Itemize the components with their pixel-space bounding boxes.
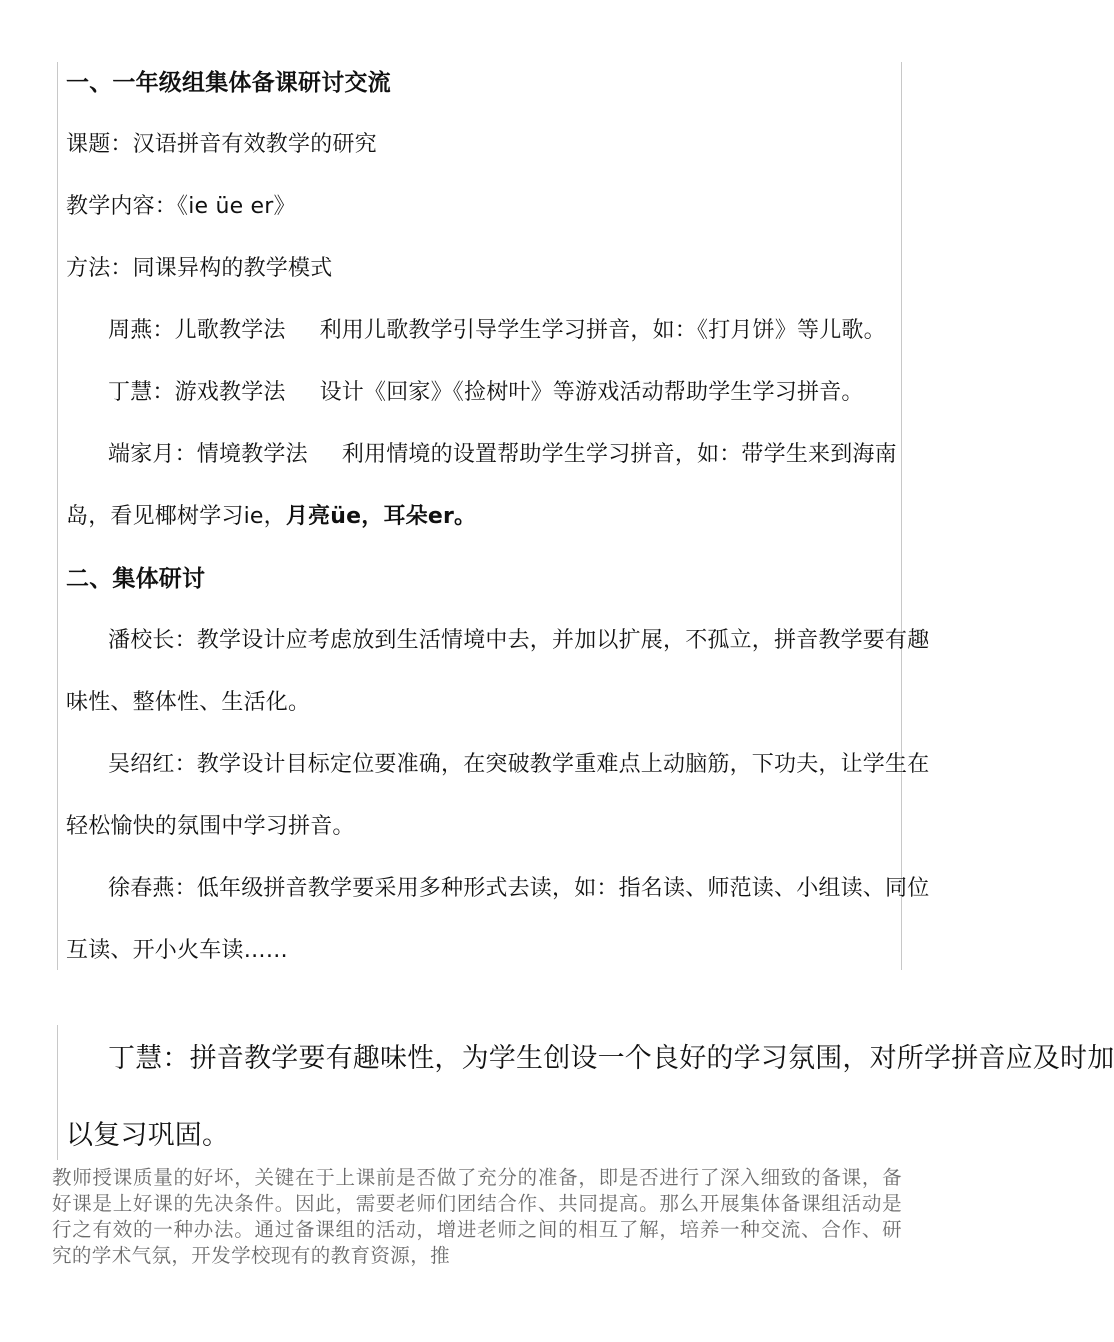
discussion-2-line-2: 轻松愉快的氛围中学习拼音。 — [66, 814, 355, 839]
topic-line: 课题：汉语拼音有效教学的研究 — [66, 132, 377, 157]
teacher-line-3-continued — [66, 502, 476, 532]
discussion-3-line-1: 徐春燕：低年级拼音教学要采用多种形式去读，如：指名读、师范读、小组读、同位 — [108, 876, 930, 901]
teacher-name: 端家月：情境教学法 — [108, 442, 308, 467]
teacher-line-2 — [108, 378, 864, 408]
dinghui-comment-line-2: 以复习巩固。 — [66, 1120, 230, 1151]
method-line: 方法：同课异构的教学模式 — [66, 256, 333, 281]
teacher-name: 丁慧：游戏教学法 — [108, 380, 286, 405]
section1-heading: 一、一年级组集体备课研讨交流 — [66, 70, 391, 96]
discussion-3-line-2: 互读、开小火车读…… — [66, 938, 289, 963]
section2-heading: 二、集体研讨 — [66, 566, 206, 592]
content-line: 教学内容：《ie üe er》 — [66, 194, 296, 219]
dinghui-comment-line-1: 丁慧：拼音教学要有趣味性，为学生创设一个良好的学习氛围，对所学拼音应及时加 — [108, 1043, 1114, 1074]
teacher-name: 周燕：儿歌教学法 — [108, 318, 286, 343]
discussion-1-line-2: 味性、整体性、生活化。 — [66, 690, 311, 715]
teacher-line-1 — [108, 316, 886, 346]
footer-paragraph: 教师授课质量的好坏，关键在于上课前是否做了充分的准备，即是否进行了深入细致的备课，备好课是上好课的先决条件。因此，需要老师们团结合作、共同提高。那么开展集体备课组活动是行之有效的一种办法。通过备课组的活动，增进老师之间的相互了解，培养一种交流、合作、研究的学术气氛，开发学校现有的教育资源，推 — [52, 1166, 902, 1267]
teacher-line-3 — [108, 440, 897, 470]
continuation-bold: 月亮üe，耳朵er。 — [285, 504, 477, 529]
discussion-2-line-1: 吴绍红：教学设计目标定位要准确，在突破教学重难点上动脑筋，下功夫，让学生在 — [108, 752, 930, 777]
teacher-desc: 利用儿歌教学引导学生学习拼音，如：《打月饼》等儿歌。 — [319, 318, 886, 343]
continuation-plain: 岛，看见椰树学习ie， — [66, 504, 286, 529]
teacher-desc: 利用情境的设置帮助学生学习拼音，如：带学生来到海南 — [341, 442, 897, 467]
teacher-desc: 设计《回家》《捡树叶》等游戏活动帮助学生学习拼音。 — [319, 380, 864, 405]
discussion-1-line-1: 潘校长：教学设计应考虑放到生活情境中去，并加以扩展，不孤立，拼音教学要有趣 — [108, 628, 930, 653]
